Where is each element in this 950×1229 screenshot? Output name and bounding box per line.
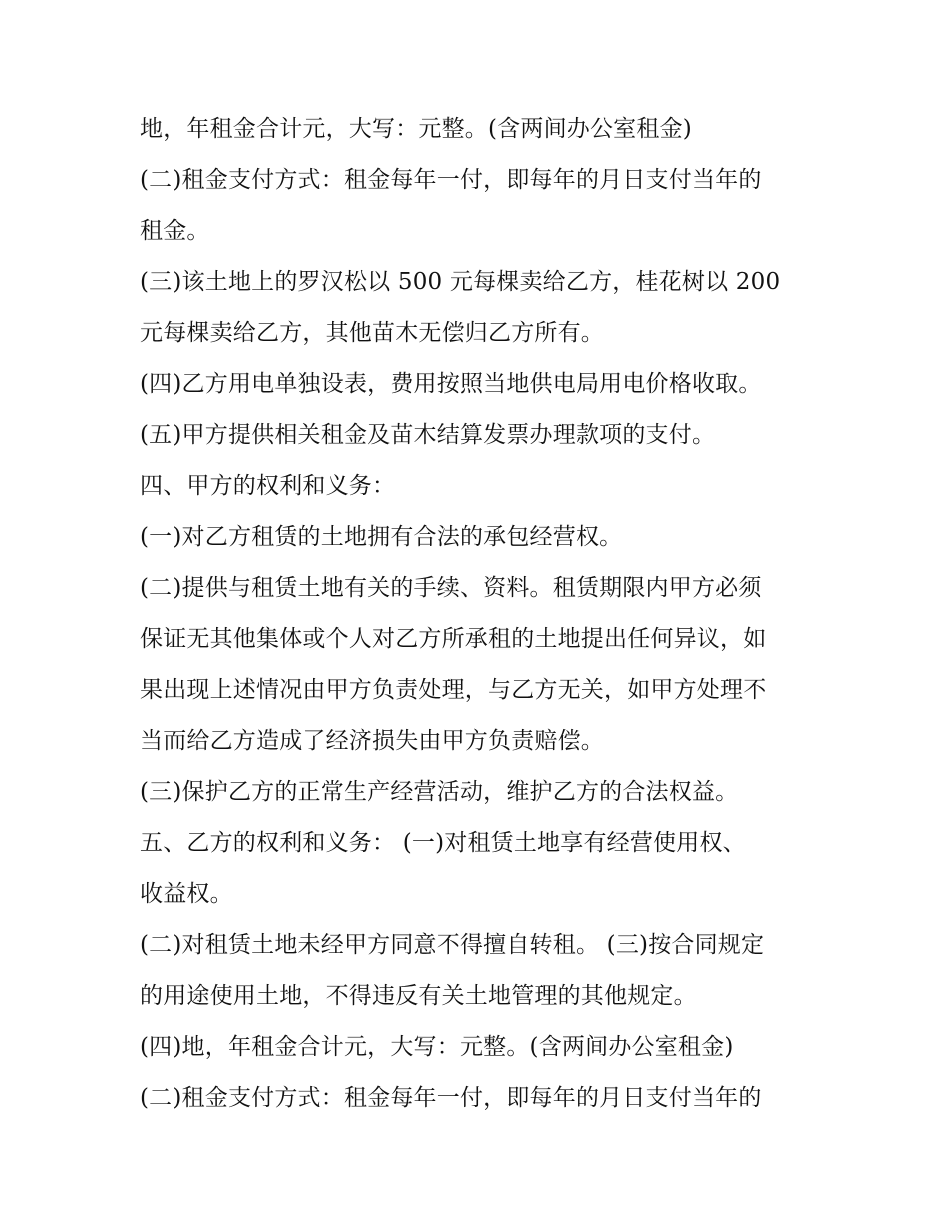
section-heading: 四、甲方的权利和义务： <box>140 473 396 499</box>
text-line: (二)对租赁土地未经甲方同意不得擅自转租。 (三)按合同规定 <box>140 932 765 958</box>
text-line: 地，年租金合计元，大写：元整。(含两间办公室租金) <box>140 116 692 142</box>
text-line: 当而给乙方造成了经济损失由甲方负责赔偿。 <box>140 728 604 754</box>
text-line: (二)租金支付方式：租金每年一付，即每年的月日支付当年的 <box>140 1085 762 1111</box>
document-body <box>140 104 830 1124</box>
text-line: 果出现上述情况由甲方负责处理，与乙方无关，如甲方处理不 <box>140 677 767 703</box>
text-line: 元每棵卖给乙方，其他苗木无偿归乙方所有。 <box>140 320 604 346</box>
text-line: 的用途使用土地，不得违反有关土地管理的其他规定。 <box>140 983 697 1009</box>
text-line: 租金。 <box>140 218 210 244</box>
text-line: (三)该土地上的罗汉松以 500 元每棵卖给乙方，桂花树以 200 <box>140 269 781 295</box>
text-line: 收益权。 <box>140 881 233 907</box>
text-line: (四)乙方用电单独设表，费用按照当地供电局用电价格收取。 <box>140 371 762 397</box>
section-heading: 五、乙方的权利和义务： (一)对租赁土地享有经营使用权、 <box>140 830 746 856</box>
text-line: (五)甲方提供相关租金及苗木结算发票办理款项的支付。 <box>140 422 716 448</box>
text-line: (二)租金支付方式：租金每年一付，即每年的月日支付当年的 <box>140 167 762 193</box>
text-line: (三)保护乙方的正常生产经营活动，维护乙方的合法权益。 <box>140 779 739 805</box>
text-line: (一)对乙方租赁的土地拥有合法的承包经营权。 <box>140 524 623 550</box>
text-line: 保证无其他集体或个人对乙方所承租的土地提出任何异议，如 <box>140 626 767 652</box>
text-line: (二)提供与租赁土地有关的手续、资料。租赁期限内甲方必须 <box>140 575 762 601</box>
text-line: (四)地，年租金合计元，大写：元整。(含两间办公室租金) <box>140 1034 734 1060</box>
